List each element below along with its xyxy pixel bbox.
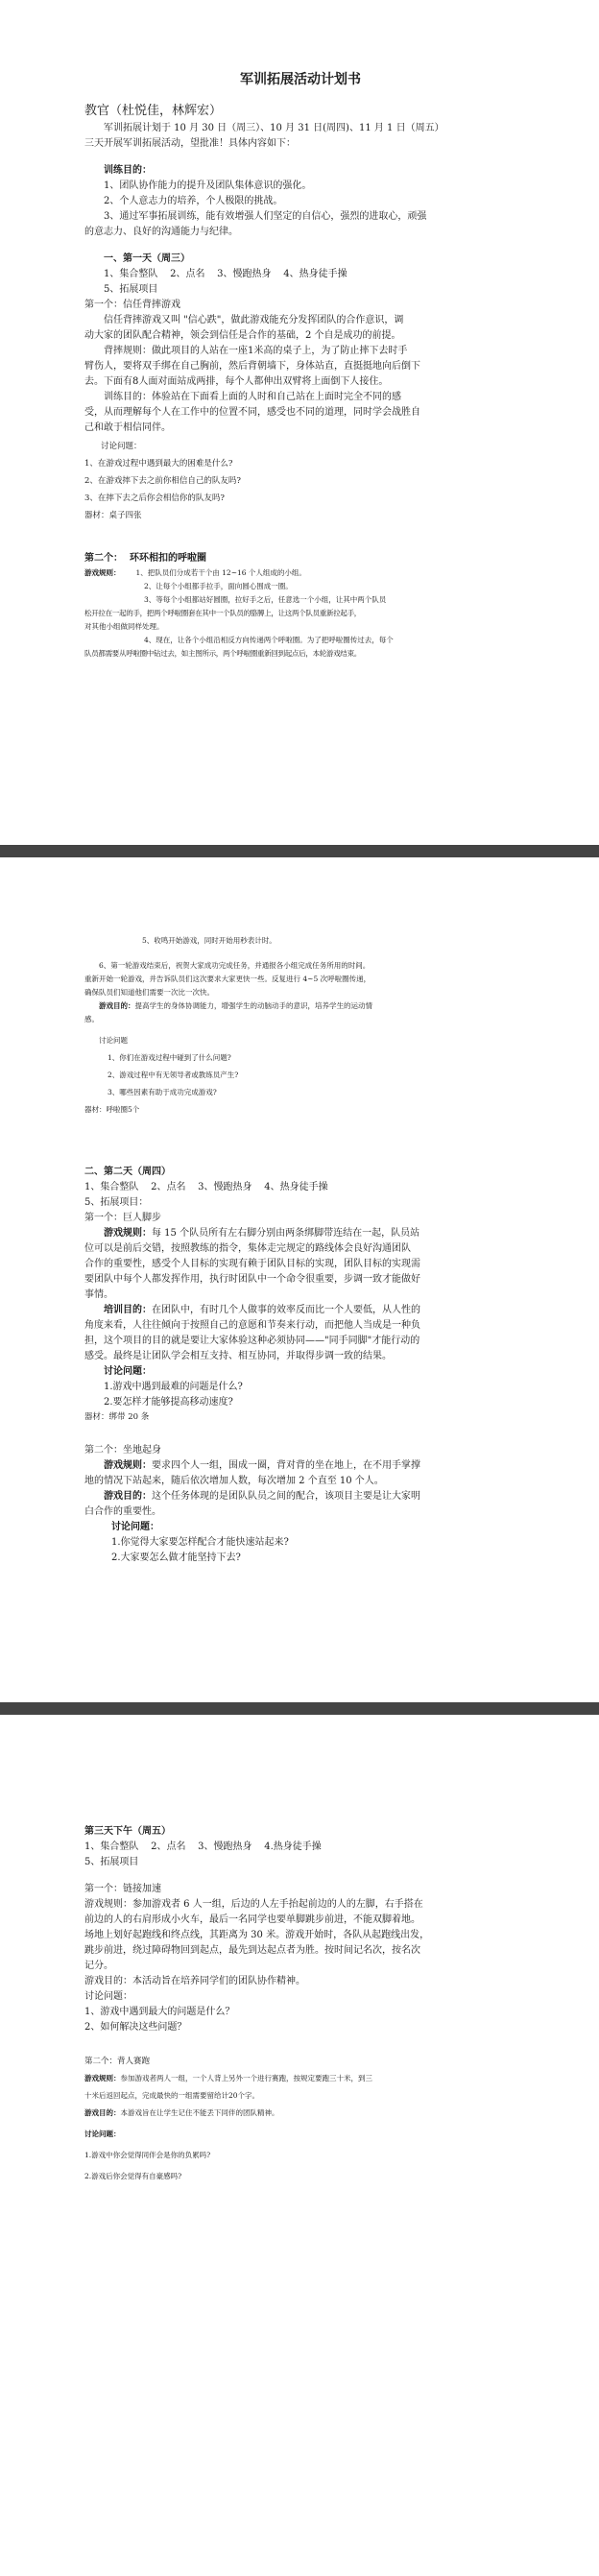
game-3-equipment: 器材：绑带 20 条 — [84, 1412, 150, 1422]
game-1-question-1: 1、在游戏过程中遇到最大的困难是什么? — [84, 459, 233, 469]
game-5-question-1: 1、游戏中遇到最大的问题是什么？ — [84, 2007, 235, 2017]
game-6-purpose-line — [84, 2107, 516, 2120]
goal-2: 2、个人意志力的培养，个人极限的挑战。 — [104, 196, 283, 206]
game-3-question-1: 1.游戏中遇到最难的问题是什么? — [104, 1382, 243, 1392]
day3-heading: 第三天下午（周五） — [84, 1826, 171, 1837]
game-4-purpose-text-2: 白合作的重要性。 — [84, 1506, 161, 1517]
game-3-rule-text-2: 位可以是前后交错，按照教练的指令，集体走完规定的路线体会良好沟通团队 — [84, 1243, 411, 1254]
game-4-question-2: 2.大家要怎么做才能坚持下去? — [111, 1553, 241, 1563]
day2-heading: 二、第二天（周四） — [84, 1167, 171, 1177]
game-2-rule-3-cont-2: 对其他小组做同样处理。 — [84, 622, 164, 631]
game-6-purpose-label: 游戏目的： — [84, 2108, 121, 2117]
game-2-purpose-cont: 感。 — [84, 1015, 99, 1023]
game-2-question-2: 2、游戏过程中有无领导者或教练员产生? — [108, 1071, 239, 1079]
game-2-rule-3: 3、等每个小组都站好圆圈，拉好手之后，任意选一个小组，让其中两个队员 — [144, 595, 387, 604]
game-3-rules-line-1 — [84, 1226, 516, 1241]
instructor-line: 教官（杜悦佳，林辉宏） — [84, 104, 223, 118]
game-1-text-4: 臂伤人，要将双手绑在自己胸前，然后背朝墙下，身体站直，直挺挺地向后倒下 — [84, 361, 420, 372]
game-3-rule-text-1: 每 15 个队员所有左右脚分别由两条绑脚带连结在一起，队员站 — [152, 1228, 420, 1239]
game-3-discuss-heading: 讨论问题： — [104, 1366, 152, 1377]
game-6-title: 第二个：背人赛跑 — [84, 2057, 151, 2066]
game-2-rule-4-cont: 队员都需要从呼啦圈中钻过去，如主图所示，两个呼啦圈重新回到起点后，本轮游戏结束。 — [84, 649, 361, 658]
game-4-rule-text-1: 要求四个人一组，围成一圈，背对背的坐在地上，在不用手掌撑 — [152, 1460, 420, 1471]
goals-heading: 训练目的： — [104, 165, 152, 176]
game-5-rule-text-4: 跳步前进，绕过障碍物回到起点，最先到达起点者为胜。按时间记名次，按名次 — [84, 1945, 420, 1956]
game-2-equipment: 器材：呼啦圈5个 — [84, 1105, 140, 1114]
game-1-text-3: 背摔规则：做此项目的人站在一座1米高的桌子上，为了防止摔下去时手 — [104, 346, 408, 356]
game-4-purpose-text-1: 这个任务体现的是团队队员之间的配合，该项目主要是让大家明 — [152, 1491, 420, 1502]
game-1-text-8: 己和敢于相信同伴。 — [84, 422, 171, 433]
game-6-discuss-heading: 讨论问题： — [84, 2130, 121, 2138]
day1-schedule: 1、集合整队 2、点名 3、慢跑热身 4、热身徒手操 — [104, 269, 347, 279]
game-2-rule-4: 4、现在，让各个小组沿相反方向传递两个呼啦圈。为了把呼啦圈传过去，每个 — [144, 636, 394, 644]
page-2-content — [84, 934, 516, 1566]
game-2-title: 第二个： 环环相扣的呼啦圈 — [84, 553, 206, 564]
game-4-rule-text-2: 地的情况下站起来，随后依次增加人数，每次增加 2 个直至 10 个人。 — [84, 1476, 384, 1486]
document-title: 军训拓展活动计划书 — [240, 72, 361, 87]
game-2-purpose-label: 游戏目的： — [99, 1001, 135, 1010]
game-6-rules-label: 游戏规则： — [84, 2074, 121, 2082]
game-2-rule-3-cont: 松开拉在一起的手，把两个呼啦圈套在其中一个队员的胳膊上，让这两个队员重新拉起手， — [84, 609, 361, 617]
game-6-question-2: 2.游戏后你会觉得有自豪感吗? — [84, 2172, 182, 2180]
day2-schedule-2: 5、拓展项目： — [84, 1197, 149, 1208]
game-3-purpose-text-1: 在团队中，有时几个人做事的效率反而比一个人要低，从人性的 — [152, 1305, 420, 1315]
game-1-title: 第一个：信任背摔游戏 — [84, 300, 180, 310]
document-page-3 — [0, 1715, 599, 2576]
game-1-equipment: 器材：桌子四张 — [84, 511, 142, 520]
game-4-title: 第二个：坐地起身 — [84, 1445, 161, 1456]
game-3-purpose-text-4: 感受。最终是让团队学会相互支持、相互协同，并取得步调一致的结果。 — [84, 1351, 392, 1361]
game-5-rule-text-2: 前边的人的右肩形成小火车，最后一名同学也要单脚跳步前进，不能双脚着地。 — [84, 1914, 420, 1925]
game-5-purpose: 游戏目的：本活动旨在培养同学们的团队协作精神。 — [84, 1976, 305, 1986]
game-1-text-6: 训练目的：体验站在下面看上面的人时和自己站在上面时完全不同的感 — [104, 392, 401, 402]
day3-schedule-2: 5、拓展项目 — [84, 1857, 139, 1867]
game-2-question-3: 3、哪些因素有助于成功完成游戏? — [108, 1088, 217, 1096]
game-2-purpose — [84, 999, 516, 1013]
page-1-content — [84, 69, 516, 661]
game-2-step-5: 5、收鸣开始游戏，同时开始用秒表计时。 — [142, 936, 276, 945]
game-4-purpose-label: 游戏目的： — [104, 1491, 152, 1502]
game-3-purpose-text-3: 担，这个项目的目的就是要让大家体验这种必须协同——"同手同脚"才能行动的 — [84, 1336, 420, 1346]
game-6-rule-text-2: 十米后返回起点，完成最快的一组需要留给计20个字。 — [84, 2091, 260, 2100]
game-1-text-5: 去。下面有8人面对面站成两排，每个人都伸出双臂将上面倒下人接住。 — [84, 376, 389, 387]
intro-line-1: 军训拓展计划于 10 月 30 日（周三）、10 月 31 日(周四)、11 月 1 日（周五） — [104, 123, 444, 133]
goal-3: 3、通过军事拓展训练，能有效增强人们坚定的自信心，强烈的进取心，顽强 — [104, 211, 427, 222]
goal-1: 1、团队协作能力的提升及团队集体意识的强化。 — [104, 181, 312, 191]
game-1-text-1: 信任背摔游戏又叫 "信心跌"，做此游戏能充分发挥团队的合作意识，调 — [104, 315, 404, 325]
game-4-question-1: 1.你觉得大家要怎样配合才能快速站起来? — [111, 1537, 289, 1548]
game-5-rule-text-5: 记分。 — [84, 1961, 113, 1971]
game-6-rules-line-1 — [84, 2072, 516, 2085]
game-2-rules-label: 游戏规则： — [84, 568, 121, 577]
day3-schedule: 1、集合整队 2、点名 3、慢跑热身 4.热身徒手操 — [84, 1842, 322, 1852]
game-1-discuss-heading: 讨论问题： — [101, 442, 142, 451]
game-1-question-2: 2、在游戏摔下去之前你相信自己的队友吗? — [84, 476, 241, 486]
game-3-purpose-label: 培训目的： — [104, 1305, 152, 1315]
game-5-title: 第一个：链接加速 — [84, 1884, 161, 1894]
game-1-text-2: 动大家的团队配合精神，领会到信任是合作的基础，2 个自是成功的前提。 — [84, 330, 401, 341]
page-3-content — [84, 1824, 516, 2183]
game-4-discuss-heading: 讨论问题： — [111, 1522, 159, 1532]
game-2-rule-1: 1、把队员们分成若干个由 12~16 个人组成的小组。 — [135, 568, 306, 577]
game-3-purpose-line-1 — [84, 1303, 516, 1318]
game-1-question-3: 3、在摔下去之后你会相信你的队友吗? — [84, 494, 225, 503]
game-3-rule-text-3: 合作的重要性，感受个人目标的实现有赖于团队目标的实现，团队目标的实现需 — [84, 1259, 420, 1269]
day1-schedule-2: 5、拓展项目 — [104, 284, 158, 295]
game-3-rule-text-4: 要团队中每个人都发挥作用，执行时团队中一个命令很重要，步调一致才能做好 — [84, 1274, 420, 1285]
game-2-question-1: 1、你们在游戏过程中碰到了什么问题? — [108, 1053, 231, 1062]
game-2-purpose-text: 提高学生的身体协调能力，增强学生的动脑动手的意识，培养学生的运动情 — [134, 1001, 372, 1010]
game-2-step-6-1: 6、第一轮游戏结束后，祝贺大家成功完成任务，并通报各小组完成任务所用的时间。 — [99, 961, 371, 970]
game-2-discuss-heading: 讨论问题 — [99, 1036, 128, 1045]
day2-schedule: 1、集合整队 2、点名 3、慢跑热身 4、热身徒手操 — [84, 1182, 328, 1192]
game-3-purpose-text-2: 角度来看，人往往倾向于按照自己的意愿和节奏来行动，而把他人当成是一种负 — [84, 1320, 420, 1331]
game-3-rule-text-5: 事情。 — [84, 1289, 113, 1300]
game-2-step-6-3: 确保队员们知道他们需要一次比一次快。 — [84, 988, 214, 997]
document-page-2 — [0, 857, 599, 1702]
goal-3-cont: 的意志力、良好的沟通能力与纪律。 — [84, 227, 238, 237]
game-3-title: 第一个：巨人脚步 — [84, 1213, 161, 1223]
game-5-discuss-heading: 讨论问题： — [84, 1991, 132, 2002]
game-4-purpose-line-1 — [84, 1489, 516, 1505]
game-6-question-1: 1.游戏中你会觉得同伴会是你的负累吗? — [84, 2151, 211, 2159]
game-5-rule-text-1: 游戏规则：参加游戏者 6 人一组，后边的人左手抬起前边的人的左脚，右手搭在 — [84, 1899, 423, 1910]
day1-heading: 一、第一天（周三） — [104, 253, 190, 264]
game-3-question-2: 2.要怎样才能够提高移动速度? — [104, 1397, 233, 1408]
game-5-question-2: 2、如何解决这些问题？ — [84, 2022, 187, 2033]
game-4-rules-line-1 — [84, 1458, 516, 1474]
game-4-rules-label: 游戏规则： — [104, 1460, 152, 1471]
document-page-1 — [0, 0, 599, 845]
game-6-purpose-text: 本游戏旨在让学生记住不能丢下同伴的团队精神。 — [120, 2108, 279, 2117]
game-2-step-6-2: 重新开始一轮游戏，并告诉队员们这次要求大家更快一些。反复进行 4~5 次呼啦圈传递， — [84, 975, 371, 983]
game-3-rules-label: 游戏规则： — [104, 1228, 152, 1239]
game-2-rules-line-1 — [84, 566, 516, 580]
game-5-rule-text-3: 场地上划好起跑线和终点线，其距离为 30 米。游戏开始时，各队从起跑线出发， — [84, 1930, 430, 1940]
intro-line-2: 三天开展军训拓展活动，望批准！具体内容如下： — [84, 138, 296, 149]
game-1-text-7: 受，从而理解每个人在工作中的位置不同，感受也不同的道理，同时学会战胜自 — [84, 407, 420, 418]
game-6-rule-text-1: 参加游戏者两人一组，一个人背上另外一个进行赛跑，按规定要跑三十米，到三 — [120, 2074, 372, 2082]
game-2-rule-2: 2、让每个小组都手拉手，面向圆心围成一圈。 — [144, 582, 293, 590]
